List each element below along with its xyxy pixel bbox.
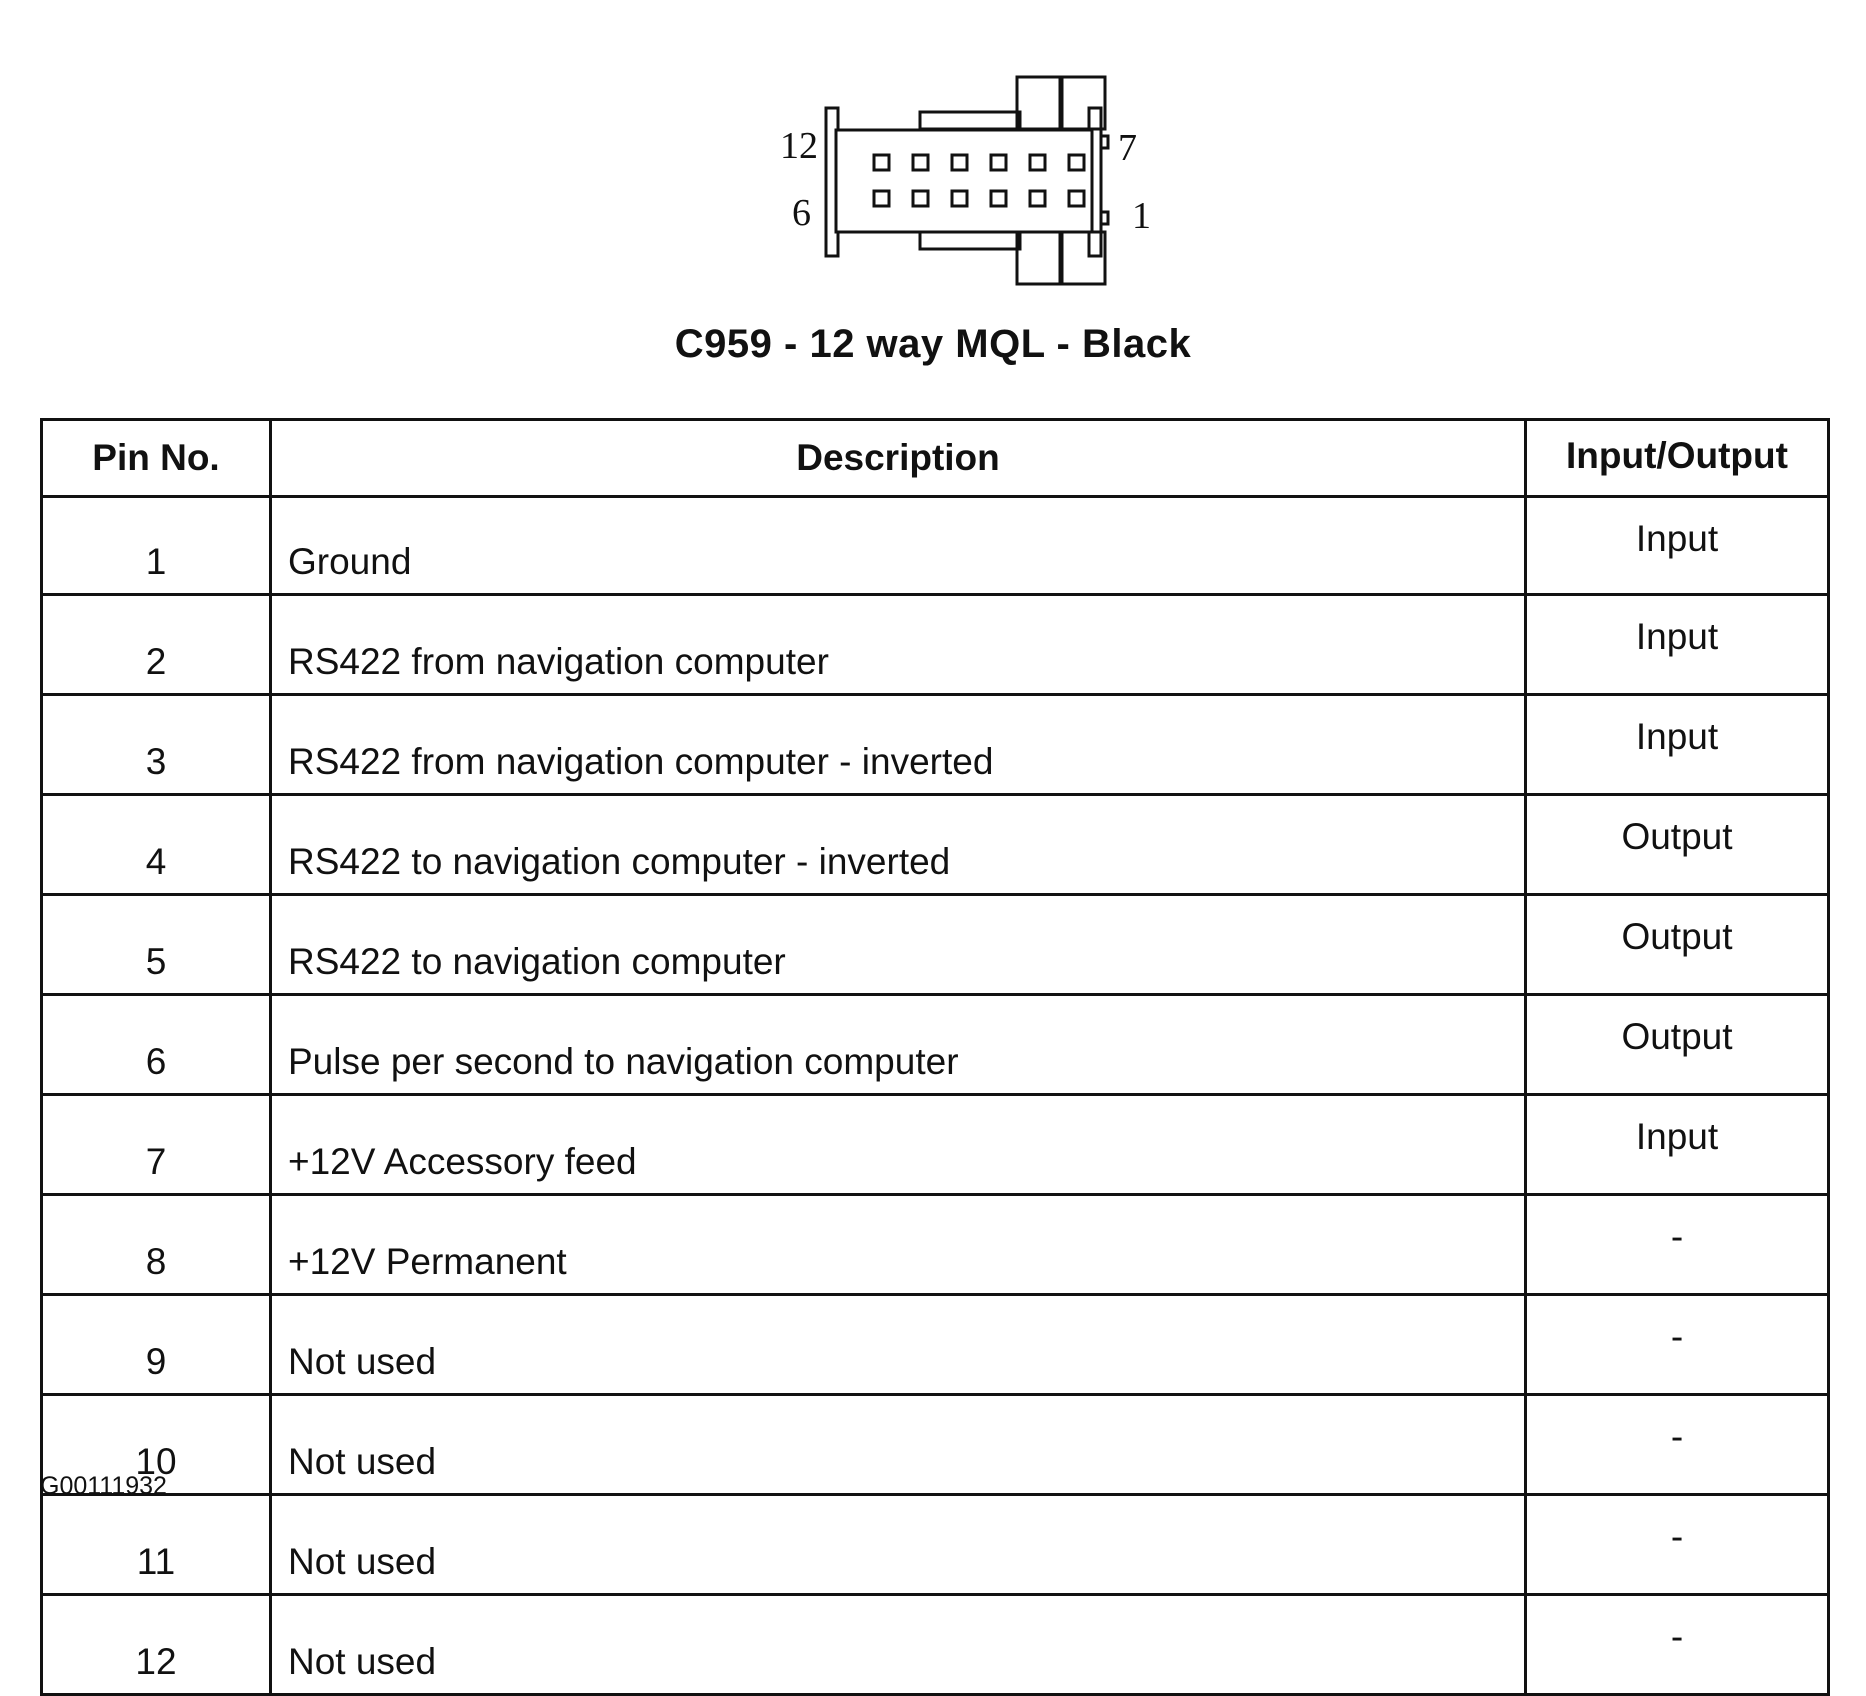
pin-number: 2 — [42, 595, 271, 695]
table-row — [42, 1095, 1829, 1195]
pin-description: Not used — [271, 1595, 1526, 1695]
pin-number: 11 — [42, 1495, 271, 1595]
figure-id: G00111932 — [40, 1472, 167, 1500]
pin-io: Input — [1526, 497, 1829, 595]
table-row — [42, 795, 1829, 895]
pin-description: +12V Permanent — [271, 1195, 1526, 1295]
pin-number: 4 — [42, 795, 271, 895]
pin-io: - — [1526, 1495, 1829, 1595]
table-row — [42, 895, 1829, 995]
pin-number: 12 — [42, 1595, 271, 1695]
pin-description: Not used — [271, 1495, 1526, 1595]
table-row — [42, 1395, 1829, 1495]
pin-label-7: 7 — [1118, 127, 1137, 169]
pin-number: 9 — [42, 1295, 271, 1395]
header-description: Description — [271, 420, 1526, 497]
pin-number: 8 — [42, 1195, 271, 1295]
pin-description: Ground — [271, 497, 1526, 595]
table-row — [42, 1595, 1829, 1695]
pin-number: 7 — [42, 1095, 271, 1195]
header-input-output: Input/Output — [1526, 420, 1829, 497]
table-row — [42, 595, 1829, 695]
table-row — [42, 1495, 1829, 1595]
pin-label-1: 1 — [1132, 195, 1151, 237]
pin-number: 1 — [42, 497, 271, 595]
table-row — [42, 1195, 1829, 1295]
pin-io: - — [1526, 1195, 1829, 1295]
pin-label-6: 6 — [792, 192, 811, 234]
pin-description: Not used — [271, 1395, 1526, 1495]
table-row — [42, 1295, 1829, 1395]
pin-number: 3 — [42, 695, 271, 795]
pin-description: +12V Accessory feed — [271, 1095, 1526, 1195]
pin-description: RS422 to navigation computer — [271, 895, 1526, 995]
table-row — [42, 695, 1829, 795]
connector-body — [826, 77, 1108, 284]
pin-io: Input — [1526, 1095, 1829, 1195]
pin-description: Not used — [271, 1295, 1526, 1395]
pin-io: Output — [1526, 895, 1829, 995]
pin-io: Output — [1526, 795, 1829, 895]
pin-io: - — [1526, 1295, 1829, 1395]
pin-label-12: 12 — [780, 125, 818, 167]
connector-diagram — [760, 60, 1180, 300]
pin-number: 5 — [42, 895, 271, 995]
pin-description: Pulse per second to navigation computer — [271, 995, 1526, 1095]
table-row — [42, 497, 1829, 595]
pin-description: RS422 from navigation computer — [271, 595, 1526, 695]
table-header-row — [42, 420, 1829, 497]
pin-io: - — [1526, 1595, 1829, 1695]
table-row — [42, 995, 1829, 1095]
pin-description: RS422 to navigation computer - inverted — [271, 795, 1526, 895]
pin-io: Output — [1526, 995, 1829, 1095]
pin-number: 6 — [42, 995, 271, 1095]
pin-io: Input — [1526, 695, 1829, 795]
pin-table — [40, 418, 1830, 1696]
pin-io: Input — [1526, 595, 1829, 695]
header-pin-no: Pin No. — [42, 420, 271, 497]
pin-number: 10 — [42, 1395, 271, 1495]
connector-title: C959 - 12 way MQL - Black — [674, 322, 1192, 366]
pin-io: - — [1526, 1395, 1829, 1495]
pin-description: RS422 from navigation computer - inverted — [271, 695, 1526, 795]
